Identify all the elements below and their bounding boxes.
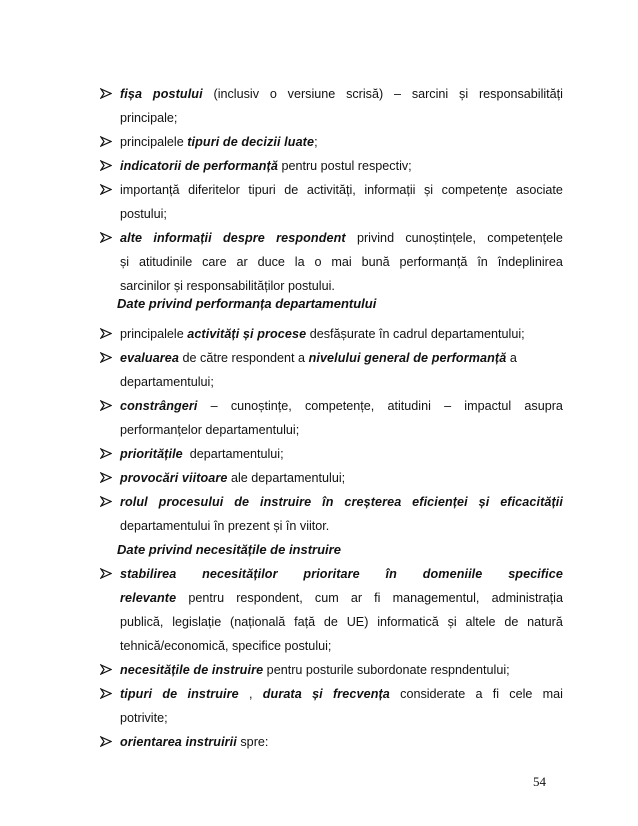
body-text: și: [459, 87, 469, 101]
body-text: activități,: [306, 183, 356, 197]
emphasis-text: în: [322, 495, 334, 509]
body-text: cunoștințe,: [230, 399, 292, 413]
emphasis-text: constrângeri: [120, 399, 198, 413]
body-text: și: [447, 615, 457, 629]
emphasis-text: de: [234, 495, 250, 509]
text-line: [120, 562, 563, 586]
arrow-bullet-icon: [98, 178, 114, 202]
list-item: [120, 322, 563, 346]
emphasis-text: în: [385, 567, 397, 581]
body-text: legislație: [172, 615, 222, 629]
body-text: ar: [350, 591, 363, 605]
emphasis-text: și: [478, 495, 490, 509]
list-item: [120, 682, 563, 730]
text-line: [120, 250, 563, 274]
emphasis-text: eficacității: [500, 495, 563, 509]
body-text: sarcini: [411, 87, 449, 101]
text-line: [120, 106, 563, 130]
heading-training-needs: Date privind necesitățile de instruire: [117, 542, 341, 557]
body-text: managementul,: [392, 591, 480, 605]
body-text: a: [506, 351, 517, 365]
body-text: ;: [314, 135, 318, 149]
emphasis-text: indicatorii de performanță: [120, 159, 278, 173]
arrow-bullet-icon: [98, 322, 114, 346]
emphasis-text: despre: [222, 231, 265, 245]
emphasis-text: eficienței: [412, 495, 468, 509]
emphasis-text: relevante: [120, 591, 177, 605]
arrow-bullet-icon: [98, 490, 114, 514]
body-text: competențe: [441, 183, 508, 197]
emphasis-text: alte: [120, 231, 143, 245]
emphasis-text: fișa: [120, 87, 143, 101]
body-text: o: [269, 87, 277, 101]
list-item: [120, 658, 563, 682]
body-text: –: [393, 87, 401, 101]
body-text: pentru posturile subordonate respndentului;: [263, 663, 510, 677]
page-number: 54: [533, 774, 546, 789]
list-item: [120, 154, 563, 178]
text-line: [120, 226, 563, 250]
emphasis-text: stabilirea: [120, 567, 177, 581]
emphasis-text: nivelului general de performanță: [308, 351, 507, 365]
body-text: performanțelor departamentului;: [120, 423, 300, 437]
body-text: principalele: [120, 135, 188, 149]
body-text: postului;: [120, 207, 167, 221]
body-text: sarcinilor și responsabilităților postului.: [120, 279, 335, 293]
body-text: considerate: [400, 687, 466, 701]
body-text: și: [424, 183, 434, 197]
list-item: [120, 346, 563, 394]
text-line: [120, 634, 563, 658]
list-item: [120, 442, 563, 466]
body-text: informații: [364, 183, 416, 197]
body-text: de: [323, 615, 338, 629]
text-line: [120, 82, 563, 106]
list-item: [120, 490, 563, 538]
body-text: impactul: [464, 399, 512, 413]
emphasis-text: instruire: [187, 687, 239, 701]
body-text: și: [120, 255, 130, 269]
body-text: spre:: [236, 735, 269, 749]
body-text: tehnică/economică, specifice postului;: [120, 639, 332, 653]
body-text: la: [294, 255, 305, 269]
body-text: principale;: [120, 111, 178, 125]
emphasis-text: orientarea instruirii: [120, 735, 237, 749]
text-line: [120, 346, 563, 370]
emphasis-text: prioritare: [303, 567, 360, 581]
list-item: [120, 178, 563, 226]
arrow-bullet-icon: [98, 562, 114, 586]
arrow-bullet-icon: [98, 82, 114, 106]
body-text: (națională: [230, 615, 286, 629]
arrow-bullet-icon: [98, 394, 114, 418]
emphasis-text: evaluarea: [120, 351, 180, 365]
text-line: [120, 514, 563, 538]
text-line: [120, 466, 563, 490]
body-text: pentru: [188, 591, 225, 605]
body-text: ar: [236, 255, 248, 269]
body-text: departamentului;: [120, 375, 214, 389]
text-line: [120, 682, 563, 706]
body-text: duce: [257, 255, 285, 269]
emphasis-text: tipuri: [120, 687, 153, 701]
list-item: [120, 130, 563, 154]
list-item: [120, 466, 563, 490]
body-text: publică,: [120, 615, 164, 629]
body-text: îndeplinirea: [497, 255, 563, 269]
body-text: de: [504, 615, 519, 629]
body-text: diferitelor: [188, 183, 240, 197]
body-text: informatică: [377, 615, 439, 629]
body-text: UE): [346, 615, 369, 629]
body-text: pentru postul respectiv;: [277, 159, 412, 173]
arrow-bullet-icon: [98, 658, 114, 682]
body-text: –: [210, 399, 218, 413]
body-text: scrisă): [346, 87, 384, 101]
text-line: [120, 730, 563, 754]
text-line: [120, 586, 563, 610]
emphasis-text: frecvența: [333, 687, 390, 701]
emphasis-text: durata: [262, 687, 302, 701]
body-text: asociate: [516, 183, 563, 197]
emphasis-text: rolul: [120, 495, 148, 509]
body-text: o: [314, 255, 322, 269]
body-text: fi: [492, 687, 500, 701]
text-line: [120, 130, 563, 154]
emphasis-text: procesului: [158, 495, 224, 509]
body-text: competențele: [487, 231, 563, 245]
emphasis-text: informații: [153, 231, 212, 245]
emphasis-text: instruire: [259, 495, 312, 509]
arrow-bullet-icon: [98, 226, 114, 250]
arrow-bullet-icon: [98, 154, 114, 178]
arrow-bullet-icon: [98, 682, 114, 706]
body-text: asupra: [524, 399, 563, 413]
body-text: principalele: [120, 327, 188, 341]
emphasis-text: domeniile: [422, 567, 483, 581]
body-text: importanță: [120, 183, 180, 197]
text-line: [120, 418, 563, 442]
arrow-bullet-icon: [98, 730, 114, 754]
body-text: care: [202, 255, 227, 269]
body-text: natură: [527, 615, 563, 629]
emphasis-text: creșterea: [344, 495, 402, 509]
arrow-bullet-icon: [98, 442, 114, 466]
text-line: [120, 178, 563, 202]
body-text: altele: [465, 615, 496, 629]
text-line: [120, 658, 563, 682]
body-text: atitudinile: [139, 255, 193, 269]
heading-department-performance: Date privind performanța departamentului: [117, 296, 377, 311]
emphasis-text: necesitățile de instruire: [120, 663, 264, 677]
emphasis-text: prioritățile: [120, 447, 183, 461]
text-line: [120, 202, 563, 226]
body-text: departamentului în prezent și în viitor.: [120, 519, 330, 533]
text-line: [120, 442, 563, 466]
body-text: respondent,: [236, 591, 303, 605]
text-line: [120, 610, 563, 634]
body-text: ale departamentului;: [227, 471, 346, 485]
body-text: versiune: [287, 87, 336, 101]
body-text: performanță: [399, 255, 468, 269]
body-text: cum: [314, 591, 339, 605]
body-text: mai: [542, 687, 563, 701]
list-item: [120, 394, 563, 442]
body-text: departamentului;: [182, 447, 284, 461]
body-text: de către respondent a: [179, 351, 309, 365]
emphasis-text: specifice: [508, 567, 563, 581]
list-item: [120, 226, 563, 298]
body-text: administrația: [491, 591, 563, 605]
emphasis-text: respondent: [276, 231, 346, 245]
body-text: privind: [356, 231, 395, 245]
body-text: față: [294, 615, 316, 629]
text-line: [120, 394, 563, 418]
text-line: [120, 490, 563, 514]
body-text: mai: [331, 255, 352, 269]
body-text: bună: [361, 255, 390, 269]
list-item: [120, 730, 563, 754]
emphasis-text: provocări viitoare: [120, 471, 228, 485]
emphasis-text: activități și procese: [187, 327, 307, 341]
body-text: în: [477, 255, 488, 269]
body-text: ,: [249, 687, 253, 701]
body-text: cele: [509, 687, 533, 701]
text-line: [120, 370, 563, 394]
body-text: desfășurate în cadrul departamentului;: [306, 327, 525, 341]
text-line: [120, 154, 563, 178]
emphasis-text: și: [312, 687, 323, 701]
text-line: [120, 322, 563, 346]
list-item: [120, 82, 563, 130]
emphasis-text: postului: [152, 87, 203, 101]
arrow-bullet-icon: [98, 466, 114, 490]
arrow-bullet-icon: [98, 130, 114, 154]
text-line: [120, 706, 563, 730]
emphasis-text: de: [162, 687, 178, 701]
body-text: a: [475, 687, 483, 701]
body-text: (inclusiv: [213, 87, 260, 101]
body-text: fi: [374, 591, 381, 605]
emphasis-text: necesităților: [202, 567, 278, 581]
body-text: cunoștințele,: [405, 231, 477, 245]
body-text: competențe,: [304, 399, 375, 413]
list-item: [120, 562, 563, 658]
body-text: atitudini: [387, 399, 431, 413]
body-text: de: [284, 183, 299, 197]
body-text: responsabilități: [478, 87, 563, 101]
body-text: –: [444, 399, 452, 413]
body-text: tipuri: [248, 183, 276, 197]
body-text: potrivite;: [120, 711, 168, 725]
emphasis-text: tipuri de decizii luate: [187, 135, 315, 149]
arrow-bullet-icon: [98, 346, 114, 370]
